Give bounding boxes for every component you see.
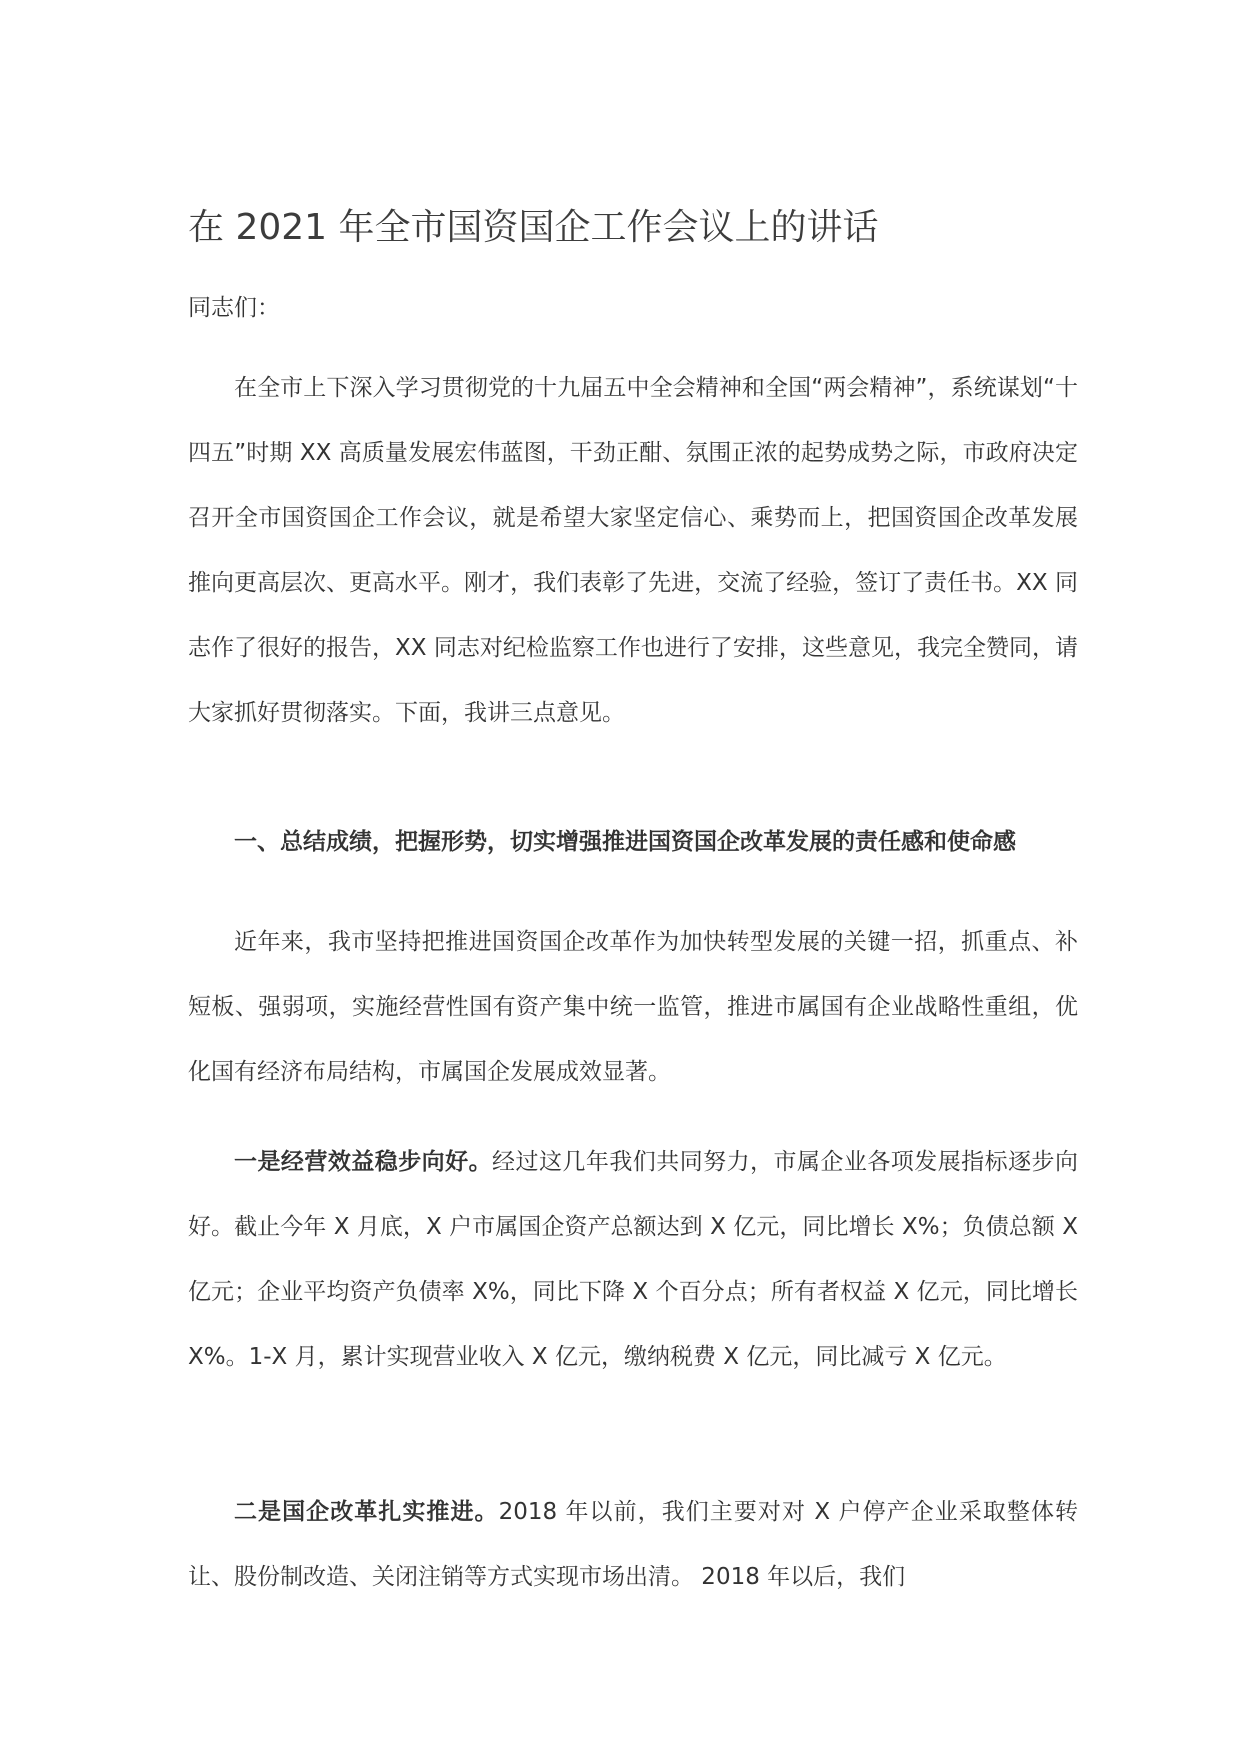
point2-text: 2018 年以前，我们主要对对 X 户停产企业采取整体转让、股份制改造、关闭注销等方式实现市场出清。 2018 年以后，我们	[188, 1499, 1078, 1590]
point2-lead: 二是国企改革扎实推进。	[234, 1499, 499, 1525]
point1-paragraph	[188, 1130, 1078, 1390]
section1-intro-paragraph: 近年来，我市坚持把推进国资国企改革作为加快转型发展的关键一招，抓重点、补短板、强弱项，实施经营性国有资产集中统一监管，推进市属国有企业战略性重组，优化国有经济布局结构，市属国企发展成效显著。	[188, 929, 1078, 1085]
point1-lead: 一是经营效益稳步向好。	[234, 1149, 493, 1175]
point1-text: 经过这几年我们共同努力，市属企业各项发展指标逐步向好。截止今年 X 月底，X 户市属国企资产总额达到 X 亿元，同比增长 X%；负债总额 X 亿元；企业平均资产负债率 X%，同比下降 X 个百分点；所有者权益 X 亿元，同比增长 X%。1-X 月，累计实现营业收入 X 亿元，缴纳税费 X 亿元，同比减亏 X 亿元。	[188, 1149, 1079, 1370]
document-title: 在 2021 年全市国资国企工作会议上的讲话	[188, 207, 879, 248]
section-heading-1: 一、总结成绩，把握形势，切实增强推进国资国企改革发展的责任感和使命感	[234, 829, 1016, 855]
point2-paragraph	[188, 1480, 1078, 1610]
opening-paragraph: 在全市上下深入学习贯彻党的十九届五中全会精神和全国“两会精神”，系统谋划“十四五”时期 XX 高质量发展宏伟蓝图，干劲正酣、氛围正浓的起势成势之际，市政府决定召开全市国资国企工作会议，就是希望大家坚定信心、乘势而上，把国资国企改革发展推向更高层次、更高水平。刚才，我们表彰了先进，交流了经验，签订了责任书。XX 同志作了很好的报告，XX 同志对纪检监察工作也进行了安排，这些意见，我完全赞同，请大家抓好贯彻落实。下面，我讲三点意见。	[188, 375, 1078, 726]
salutation: 同志们：	[188, 295, 280, 321]
